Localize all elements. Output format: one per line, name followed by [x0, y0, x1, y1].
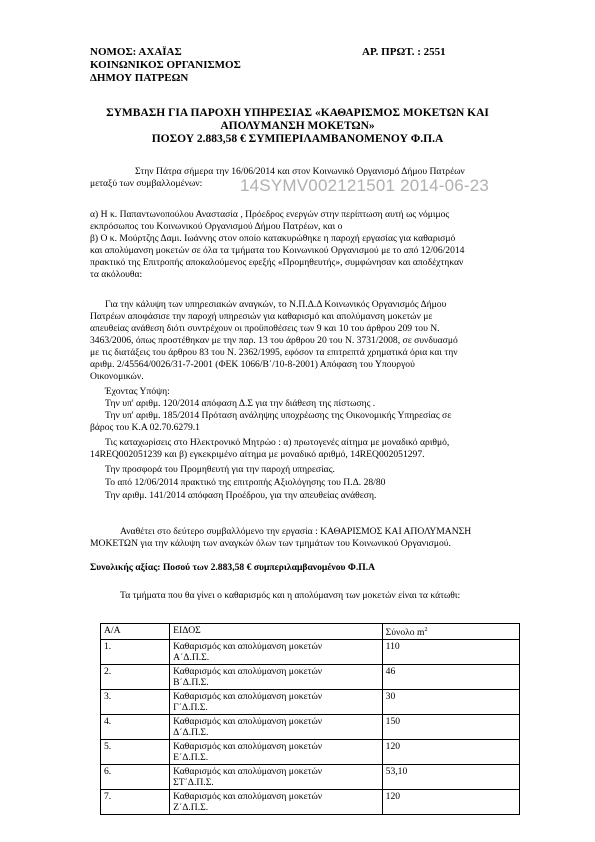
- body-line: Την προσφορά του Προμηθευτή για την παροχή υπηρεσίας.: [105, 464, 335, 475]
- document-title-line3: ΠΟΣΟΥ 2.883,58 € ΣΥΜΠΕΡΙΛΑΜΒΑΝΟΜΕΝΟΥ Φ.Π.Α: [151, 133, 444, 145]
- party-b-line4: τα ακόλουθα:: [90, 269, 143, 280]
- row-description-line2: Ε΄Δ.Π.Σ.: [173, 752, 209, 764]
- assignment-line1: Αναθέτει στο δεύτερο συμβαλλόμενο την εργασία : ΚΑΘΑΡΙΣΜΟΣ ΚΑΙ ΑΠΟΛΥΜΑΝΣΗ: [120, 526, 472, 537]
- row-description: [170, 665, 383, 690]
- row-description-line2: Ζ΄Δ.Π.Σ.: [173, 802, 209, 814]
- row-description-line2: Β΄Δ.Π.Σ.: [173, 677, 209, 689]
- intro-line2: μεταξύ των συμβαλλομένων:: [90, 178, 203, 189]
- body-line: Την υπ' αριθμ. 120/2014 απόφαση Δ.Σ για την διάθεση της πίστωσης .: [105, 398, 376, 409]
- body-line: Το από 12/06/2014 πρακτικό της επιτροπής Αξιολόγησης του Π.Δ. 28/80: [105, 477, 386, 488]
- row-number: 7.: [101, 790, 170, 815]
- row-description-line2: Γ΄Δ.Π.Σ.: [173, 702, 208, 714]
- row-area: 53,10: [382, 765, 519, 790]
- document-title-line2: ΑΠΟΛΥΜΑΝΣΗ ΜΟΚΕΤΩΝ»: [220, 120, 375, 132]
- table-row: [101, 790, 520, 815]
- row-area: 120: [382, 740, 519, 765]
- document-title-line1: ΣΥΜΒΑΣΗ ΓΙΑ ΠΑΡΟΧΗ ΥΠΗΡΕΣΙΑΣ «ΚΑΘΑΡΙΣΜΟΣ ΜΟΚΕΤΩΝ ΚΑΙ: [106, 107, 489, 119]
- party-a-line2: εκπρόσωπος του Κοινωνικού Οργανισμού Δήμου Πατρέων, και ο: [90, 221, 343, 232]
- row-description: [170, 640, 383, 665]
- body-line: 14REQ002051239 και β) εγκεκριμένο αίτημα με μοναδικό αριθμό, 14REQ002051297.: [90, 449, 425, 460]
- row-description: [170, 740, 383, 765]
- row-description-line1: Καθαρισμός και απολύμανση μοκετών: [173, 791, 323, 803]
- body-line: Για την κάλυψη των υπηρεσιακών αναγκών, το Ν.Π.Δ.Δ Κοινωνικός Οργανισμός Δήμου: [105, 299, 447, 310]
- row-area: 30: [382, 690, 519, 715]
- body-line: Τις καταχωρίσεις στο Ηλεκτρονικό Μητρώο : α) πρωτογενές αίτημα με μοναδικό αριθμό,: [105, 437, 450, 448]
- considering-heading: Έχοντας Υπόψη:: [105, 386, 170, 397]
- row-description: [170, 690, 383, 715]
- header-total-label: Σύνολο m: [385, 627, 425, 639]
- row-description-line1: Καθαρισμός και απολύμανση μοκετών: [173, 691, 323, 703]
- departments-table: [100, 623, 520, 815]
- row-number: 6.: [101, 765, 170, 790]
- table-intro: Τα τμήματα που θα γίνει ο καθαρισμός και η απολύμανση των μοκετών είναι τα κάτωθι:: [120, 590, 461, 601]
- protocol-number: ΑΡ. ΠΡΩΤ. : 2551: [362, 46, 446, 58]
- row-number: 2.: [101, 665, 170, 690]
- row-area: 150: [382, 715, 519, 740]
- row-description-line2: ΣΤ΄Δ.Π.Σ.: [173, 777, 214, 789]
- party-b-line3: πρακτικό της Επιτροπής αποκαλούμενος εφεξής «Προμηθευτής», συμφώνησαν και αποδέχτηκαν: [90, 257, 464, 268]
- body-line: απευθείας ανάθεση διότι συντρέχουν οι προϋποθέσεις των 9 και 10 του άρθρου 209 του Ν.: [90, 323, 440, 334]
- row-number: 5.: [101, 740, 170, 765]
- table-row: [101, 740, 520, 765]
- row-description: [170, 790, 383, 815]
- organization-name: ΚΟΙΝΩΝΙΚΟΣ ΟΡΓΑΝΙΣΜΟΣ: [90, 59, 241, 71]
- table-row: [101, 640, 520, 665]
- row-description: [170, 765, 383, 790]
- body-line: Την αριθμ. 141/2014 απόφαση Προέδρου, για την απευθείας ανάθεση.: [105, 490, 377, 501]
- intro-line1: Στην Πάτρα σήμερα την 16/06/2014 και στον Κοινωνικό Οργανισμό Δήμου Πατρέων: [135, 166, 465, 177]
- body-line: βάρος του Κ.Α 02.70.6279.1: [90, 422, 200, 433]
- row-description-line1: Καθαρισμός και απολύμανση μοκετών: [173, 716, 323, 728]
- table-row: [101, 715, 520, 740]
- row-number: 1.: [101, 640, 170, 665]
- total-value: Συνολικής αξίας: Ποσού των 2.883,58 € συμπεριλαμβανομένου Φ.Π.Α: [90, 562, 376, 573]
- header-total: [382, 624, 519, 640]
- table-row: [101, 665, 520, 690]
- row-description-line1: Καθαρισμός και απολύμανση μοκετών: [173, 741, 323, 753]
- table-row: [101, 765, 520, 790]
- assignment-line2: ΜΟΚΕΤΩΝ για την κάλυψη των αναγκών όλων των τμημάτων του Κοινωνικού Οργανισμού.: [90, 538, 451, 549]
- party-b-line2: και απολύμανση μοκετών σε όλα τα τμήματα του Κοινωνικού Οργανισμού με το από 12/06/2014: [90, 245, 465, 256]
- row-description-line1: Καθαρισμός και απολύμανση μοκετών: [173, 641, 323, 653]
- row-number: 3.: [101, 690, 170, 715]
- header-number: Α/Α: [101, 624, 170, 640]
- municipality-name: ΔΗΜΟΥ ΠΑΤΡΕΩΝ: [90, 72, 189, 84]
- body-line: 3463/2006, όπως προστέθηκαν με την παρ. 13 του άρθρου 20 του Ν. 3731/2008, σε συνδυασμό: [90, 335, 458, 346]
- header-kind: ΕΙΔΟΣ: [170, 624, 383, 640]
- body-line: με τις διατάξεις του άρθρου 83 του Ν. 2362/1995, εφόσον τα επιτρεπτά χρηματικά όρια και την: [90, 347, 458, 358]
- party-a-line1: α) Η κ. Παπαντωνοπούλου Αναστασία , Πρόεδρος ενεργών στην περίπτωση αυτή ως νόμιμος: [90, 209, 450, 220]
- row-area: 110: [382, 640, 519, 665]
- party-b-line1: β) Ο κ. Μούρτζης Δαμι. Ιωάννης στον οποίο κατακυρώθηκε η παροχή εργασίας για καθαρισμό: [90, 233, 456, 244]
- row-description-line1: Καθαρισμός και απολύμανση μοκετών: [173, 766, 323, 778]
- registry-watermark: 14SYMV002121501 2014-06-23: [240, 176, 490, 195]
- prefecture-label: ΝΟΜΟΣ: ΑΧΑΪΑΣ: [90, 46, 182, 58]
- row-description-line1: Καθαρισμός και απολύμανση μοκετών: [173, 666, 323, 678]
- table-header-row: [101, 624, 520, 640]
- body-line: αριθμ. 2/45564/0026/31-7-2001 (ΦΕΚ 1066/Β΄/10-8-2001) Απόφαση του Υπουργού: [90, 359, 415, 370]
- row-number: 4.: [101, 715, 170, 740]
- table-row: [101, 690, 520, 715]
- row-area: 120: [382, 790, 519, 815]
- body-line: Την υπ' αριθμ. 185/2014 Πρόταση ανάληψης υποχρέωσης της Οικονομικής Υπηρεσίας σε: [105, 410, 452, 421]
- body-line: Πατρέων αποφάσισε την παροχή υπηρεσιών για καθαρισμό και απολύμανση μοκετών με: [90, 311, 433, 322]
- row-area: 46: [382, 665, 519, 690]
- header-total-unit-exponent: 2: [424, 627, 428, 633]
- row-description: [170, 715, 383, 740]
- body-line: Οικονομικών.: [90, 371, 144, 382]
- row-description-line2: Δ΄Δ.Π.Σ.: [173, 727, 209, 739]
- row-description-line2: Α΄Δ.Π.Σ.: [173, 652, 210, 664]
